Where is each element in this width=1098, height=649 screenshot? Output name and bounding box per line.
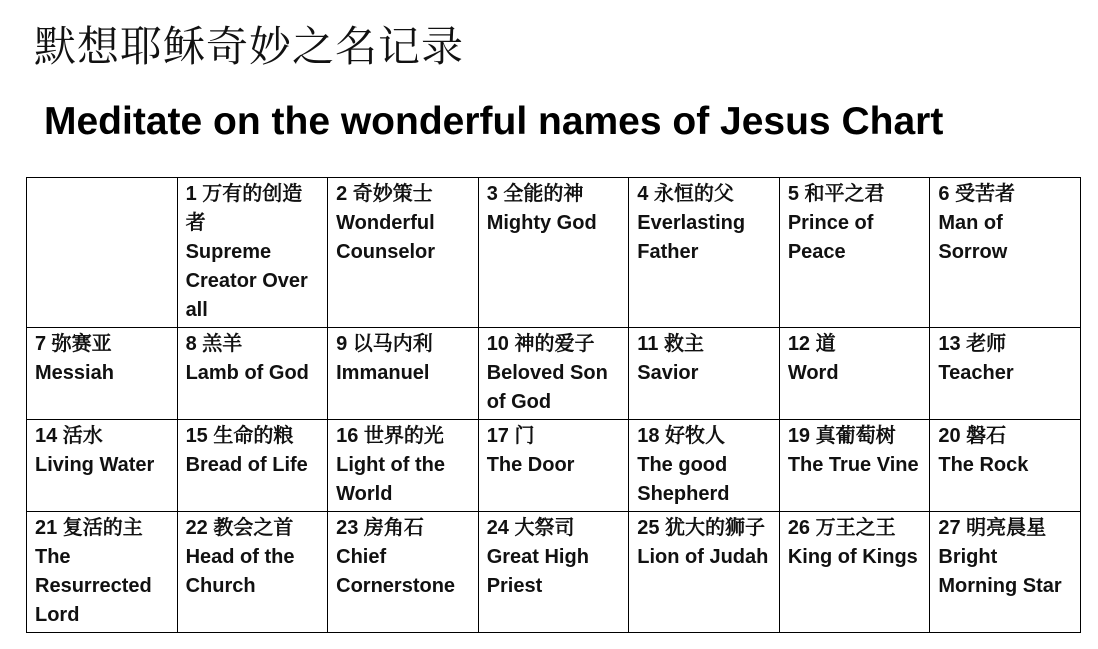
- table-cell: [177, 512, 328, 633]
- name-english: Man of Sorrow: [938, 212, 1008, 263]
- name-english: Beloved Son of God: [486, 362, 608, 413]
- name-english: Teacher: [938, 362, 1014, 384]
- name-english: The good Shepherd: [637, 454, 730, 505]
- table-row: [27, 328, 1081, 420]
- name-chinese: 5 和平之君: [787, 183, 885, 205]
- name-chinese: 20 磐石: [938, 425, 1007, 447]
- name-chinese: 27 明亮晨星: [938, 517, 1047, 539]
- names-table: [26, 177, 1081, 633]
- name-chinese: 15 生命的粮: [185, 425, 294, 447]
- name-english: Messiah: [35, 362, 114, 384]
- table-cell: [629, 178, 780, 328]
- name-chinese: 14 活水: [35, 425, 103, 447]
- name-english: Head of the Church: [185, 546, 295, 597]
- table-cell: [629, 420, 780, 512]
- name-chinese: 11 救主: [637, 333, 704, 355]
- name-english: Bright Morning Star: [938, 546, 1062, 597]
- table-cell: [27, 512, 178, 633]
- table-cell: [328, 512, 479, 633]
- name-chinese: 17 门: [486, 425, 535, 447]
- page-title-chinese: 默想耶稣奇妙之名记录: [34, 22, 465, 71]
- table-cell: [930, 328, 1081, 420]
- name-chinese: 12 道: [787, 333, 836, 355]
- name-chinese: 7 弥赛亚: [35, 333, 112, 355]
- table-cell: [177, 420, 328, 512]
- table-cell: [779, 178, 930, 328]
- table-cell: [328, 420, 479, 512]
- name-chinese: 18 好牧人: [637, 425, 726, 447]
- table-cell-empty: [27, 178, 178, 328]
- name-english: Living Water: [35, 454, 155, 476]
- name-english: The Door: [486, 454, 575, 476]
- table-cell: [478, 328, 629, 420]
- name-english: Savior: [637, 362, 699, 384]
- name-english: Bread of Life: [185, 454, 308, 476]
- name-english: Everlasting Father: [637, 212, 746, 263]
- table-cell: [328, 178, 479, 328]
- name-english: Light of the World: [336, 454, 445, 505]
- name-english: The True Vine: [787, 454, 919, 476]
- table-cell: [328, 328, 479, 420]
- table-cell: [27, 420, 178, 512]
- name-chinese: 6 受苦者: [938, 183, 1016, 205]
- table-cell: [930, 512, 1081, 633]
- name-chinese: 8 羔羊: [185, 333, 243, 355]
- name-english: The Rock: [938, 454, 1029, 476]
- table-cell: [930, 178, 1081, 328]
- name-chinese: 23 房角石: [336, 517, 424, 539]
- name-chinese: 1 万有的创造者: [185, 183, 303, 234]
- name-chinese: 25 犹大的狮子: [637, 517, 766, 539]
- name-chinese: 4 永恒的父: [637, 183, 734, 205]
- name-english: King of Kings: [787, 546, 918, 568]
- table-cell: [629, 512, 780, 633]
- name-english: The Resurrected Lord: [35, 546, 152, 626]
- table-row: [27, 178, 1081, 328]
- table-cell: [27, 328, 178, 420]
- name-chinese: 22 教会之首: [185, 517, 294, 539]
- page-title-english: Meditate on the wonderful names of Jesus Chart: [44, 100, 944, 143]
- table-cell: [779, 512, 930, 633]
- name-english: Chief Cornerstone: [336, 546, 456, 597]
- table-cell: [779, 328, 930, 420]
- name-chinese: 10 神的爱子: [486, 333, 595, 355]
- name-chinese: 3 全能的神: [486, 183, 584, 205]
- name-english: Mighty God: [486, 212, 597, 234]
- table-cell: [478, 512, 629, 633]
- name-english: Great High Priest: [486, 546, 589, 597]
- name-chinese: 26 万王之王: [787, 517, 896, 539]
- table-cell: [629, 328, 780, 420]
- name-english: Lamb of God: [185, 362, 309, 384]
- name-chinese: 2 奇妙策士: [336, 183, 433, 205]
- table-row: [27, 512, 1081, 633]
- name-chinese: 16 世界的光: [336, 425, 444, 447]
- name-english: Immanuel: [336, 362, 430, 384]
- table-row: [27, 420, 1081, 512]
- table-cell: [779, 420, 930, 512]
- name-english: Wonderful Counselor: [336, 212, 436, 263]
- name-chinese: 9 以马内利: [336, 333, 433, 355]
- table-cell: [478, 178, 629, 328]
- name-english: Lion of Judah: [637, 546, 769, 568]
- table-cell: [177, 328, 328, 420]
- name-english: Prince of Peace: [787, 212, 874, 263]
- name-chinese: 19 真葡萄树: [787, 425, 896, 447]
- table-cell: [930, 420, 1081, 512]
- name-chinese: 24 大祭司: [486, 517, 575, 539]
- name-english: Supreme Creator Over all: [185, 241, 308, 321]
- name-chinese: 13 老师: [938, 333, 1007, 355]
- table-cell: [478, 420, 629, 512]
- table-cell: [177, 178, 328, 328]
- name-english: Word: [787, 362, 839, 384]
- name-chinese: 21 复活的主: [35, 517, 143, 539]
